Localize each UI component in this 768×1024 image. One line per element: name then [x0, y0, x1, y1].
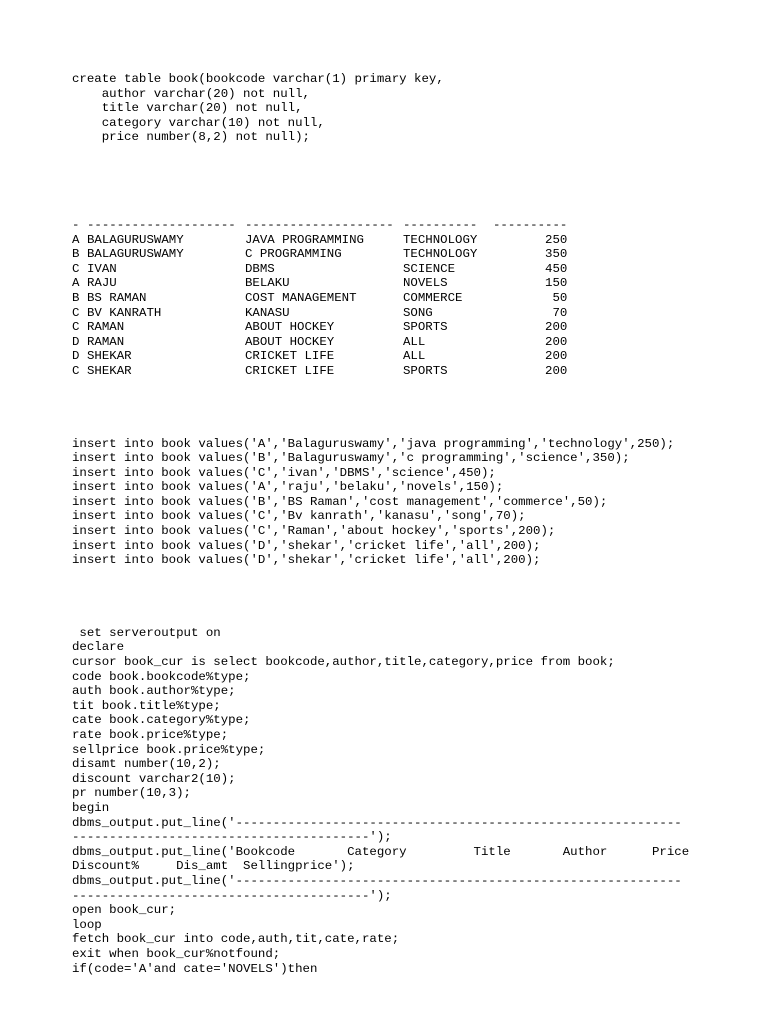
- category-cell: ALL: [403, 349, 426, 364]
- table-row: [72, 247, 567, 262]
- column-gap: [80, 335, 87, 350]
- table-row: [72, 349, 567, 364]
- code-line: insert into book values('C','Bv kanrath','kanasu','song',70);: [72, 509, 526, 524]
- bookcode-cell: A: [72, 232, 80, 247]
- code-line: pr number(10,3);: [72, 786, 191, 801]
- spacer: [72, 145, 712, 218]
- code-line: fetch book_cur into code,auth,tit,cate,rate;: [72, 932, 400, 947]
- category-cell: TECHNOLOGY: [403, 247, 478, 262]
- code-line: loop: [72, 917, 102, 932]
- price-cell: 200: [545, 363, 568, 378]
- category-cell: COMMERCE: [403, 290, 463, 305]
- column-gap: [80, 218, 87, 233]
- code-line: insert into book values('A','Balaguruswamy','java programming','technology',250);: [72, 436, 675, 451]
- code-line: dbms_output.put_line('Bookcode Category Title Author Price: [72, 844, 690, 859]
- spacer: [72, 568, 712, 626]
- code-line: ----------------------------------------');: [72, 888, 392, 903]
- code-line: ----------------------------------------');: [72, 830, 392, 845]
- code-line: insert into book values('B','Balaguruswamy','c programming','science',350);: [72, 451, 630, 466]
- price-cell: 70: [552, 305, 568, 320]
- author-cell: RAJU: [87, 276, 117, 291]
- code-line: auth book.author%type;: [72, 684, 236, 699]
- separator-cell: ----------: [493, 217, 568, 232]
- code-line: tit book.title%type;: [72, 698, 221, 713]
- bookcode-cell: B: [72, 247, 80, 262]
- code-line: insert into book values('A','raju','belaku','novels',150);: [72, 480, 504, 495]
- price-cell: 350: [545, 247, 568, 262]
- column-gap: [80, 364, 87, 379]
- code-line: insert into book values('D','shekar','cricket life','all',200);: [72, 538, 541, 553]
- code-line: open book_cur;: [72, 903, 177, 918]
- code-line: rate book.price%type;: [72, 728, 229, 742]
- category-cell: TECHNOLOGY: [403, 232, 478, 247]
- author-cell: RAMAN: [87, 334, 125, 349]
- author-cell: BS RAMAN: [87, 290, 147, 305]
- column-gap: [80, 349, 87, 364]
- author-cell: IVAN: [87, 261, 117, 276]
- column-gap: [80, 320, 87, 335]
- separator-cell: --------------------: [87, 217, 236, 232]
- code-line: code book.bookcode%type;: [72, 669, 251, 684]
- author-cell: BV KANRATH: [87, 305, 162, 320]
- title-cell: ABOUT HOCKEY: [245, 320, 335, 335]
- table-row: [72, 291, 567, 306]
- code-line: begin: [72, 800, 110, 815]
- author-cell: SHEKAR: [87, 349, 132, 364]
- bookcode-cell: A: [72, 276, 80, 291]
- category-cell: NOVELS: [403, 276, 448, 291]
- table-row: [72, 276, 567, 291]
- author-cell: RAMAN: [87, 320, 125, 335]
- separator-cell: --------------------: [245, 217, 394, 232]
- insert-statements: [72, 437, 712, 568]
- bookcode-cell: D: [72, 349, 80, 364]
- column-gap: [80, 233, 87, 248]
- author-cell: SHEKAR: [87, 363, 132, 378]
- table-row: [72, 364, 567, 379]
- table-row: [72, 320, 567, 335]
- code-line: insert into book values('B','BS Raman','cost management','commerce',50);: [72, 494, 608, 509]
- code-line: insert into book values('C','ivan','DBMS','science',450);: [72, 465, 496, 480]
- code-line: sellprice book.price%type;: [72, 742, 266, 757]
- table-row: [72, 262, 567, 277]
- code-line: price number(8,2) not null);: [72, 130, 310, 145]
- column-gap: [80, 276, 87, 291]
- price-cell: 450: [545, 261, 568, 276]
- table-row: [72, 306, 567, 321]
- code-line: disamt number(10,2);: [72, 757, 221, 772]
- code-line: Discount% Dis_amt Sellingprice');: [72, 859, 355, 874]
- title-cell: KANASU: [245, 305, 290, 320]
- code-line: dbms_output.put_line('------------------------------------------------------------: [72, 815, 682, 830]
- create-table-statement: [72, 72, 712, 145]
- price-cell: 50: [552, 290, 568, 305]
- query-result-table: [72, 218, 567, 379]
- column-gap: [80, 291, 87, 306]
- document-page: [72, 72, 712, 976]
- code-line: declare: [72, 640, 125, 655]
- spacer: [72, 379, 712, 437]
- code-line: title varchar(20) not null,: [72, 101, 303, 116]
- code-line: set serveroutput on: [72, 625, 221, 640]
- separator-cell: ----------: [403, 217, 478, 232]
- bookcode-cell: D: [72, 334, 80, 349]
- plsql-block: [72, 626, 712, 976]
- code-line: discount varchar2(10);: [72, 771, 236, 786]
- price-cell: 200: [545, 349, 568, 364]
- bookcode-cell: C: [72, 305, 80, 320]
- price-cell: 150: [545, 276, 568, 291]
- bookcode-cell: C: [72, 261, 80, 276]
- code-line: dbms_output.put_line('------------------------------------------------------------: [72, 873, 682, 888]
- code-line: category varchar(10) not null,: [72, 115, 325, 130]
- separator-cell: -: [72, 217, 80, 232]
- column-gap: [80, 262, 87, 277]
- price-cell: 200: [545, 320, 568, 335]
- title-cell: BELAKU: [245, 276, 290, 291]
- code-line: exit when book_cur%notfound;: [72, 946, 281, 961]
- title-cell: JAVA PROGRAMMING: [245, 232, 364, 247]
- category-cell: SPORTS: [403, 363, 448, 378]
- price-cell: 250: [545, 232, 568, 247]
- column-gap: [80, 247, 87, 262]
- category-cell: ALL: [403, 334, 426, 349]
- author-cell: BALAGURUSWAMY: [87, 232, 184, 247]
- table-separator-row: [72, 218, 567, 233]
- title-cell: DBMS: [245, 261, 275, 276]
- bookcode-cell: C: [72, 363, 80, 378]
- category-cell: SPORTS: [403, 320, 448, 335]
- code-line: insert into book values('D','shekar','cricket life','all',200);: [72, 553, 541, 568]
- bookcode-cell: C: [72, 320, 80, 335]
- code-line: cate book.category%type;: [72, 713, 251, 728]
- category-cell: SONG: [403, 305, 433, 320]
- code-line: insert into book values('C','Raman','about hockey','sports',200);: [72, 524, 556, 539]
- code-line: cursor book_cur is select bookcode,author,title,category,price from book;: [72, 655, 615, 670]
- title-cell: ABOUT HOCKEY: [245, 334, 335, 349]
- title-cell: CRICKET LIFE: [245, 363, 335, 378]
- title-cell: COST MANAGEMENT: [245, 290, 357, 305]
- code-line: create table book(bookcode varchar(1) primary key,: [72, 72, 444, 86]
- price-cell: 200: [545, 334, 568, 349]
- bookcode-cell: B: [72, 290, 80, 305]
- column-gap: [80, 306, 87, 321]
- code-line: author varchar(20) not null,: [72, 86, 310, 101]
- author-cell: BALAGURUSWAMY: [87, 247, 184, 262]
- category-cell: SCIENCE: [403, 261, 456, 276]
- table-row: [72, 233, 567, 248]
- title-cell: CRICKET LIFE: [245, 349, 335, 364]
- title-cell: C PROGRAMMING: [245, 247, 342, 262]
- code-line: if(code='A'and cate='NOVELS')then: [72, 961, 318, 976]
- table-row: [72, 335, 567, 350]
